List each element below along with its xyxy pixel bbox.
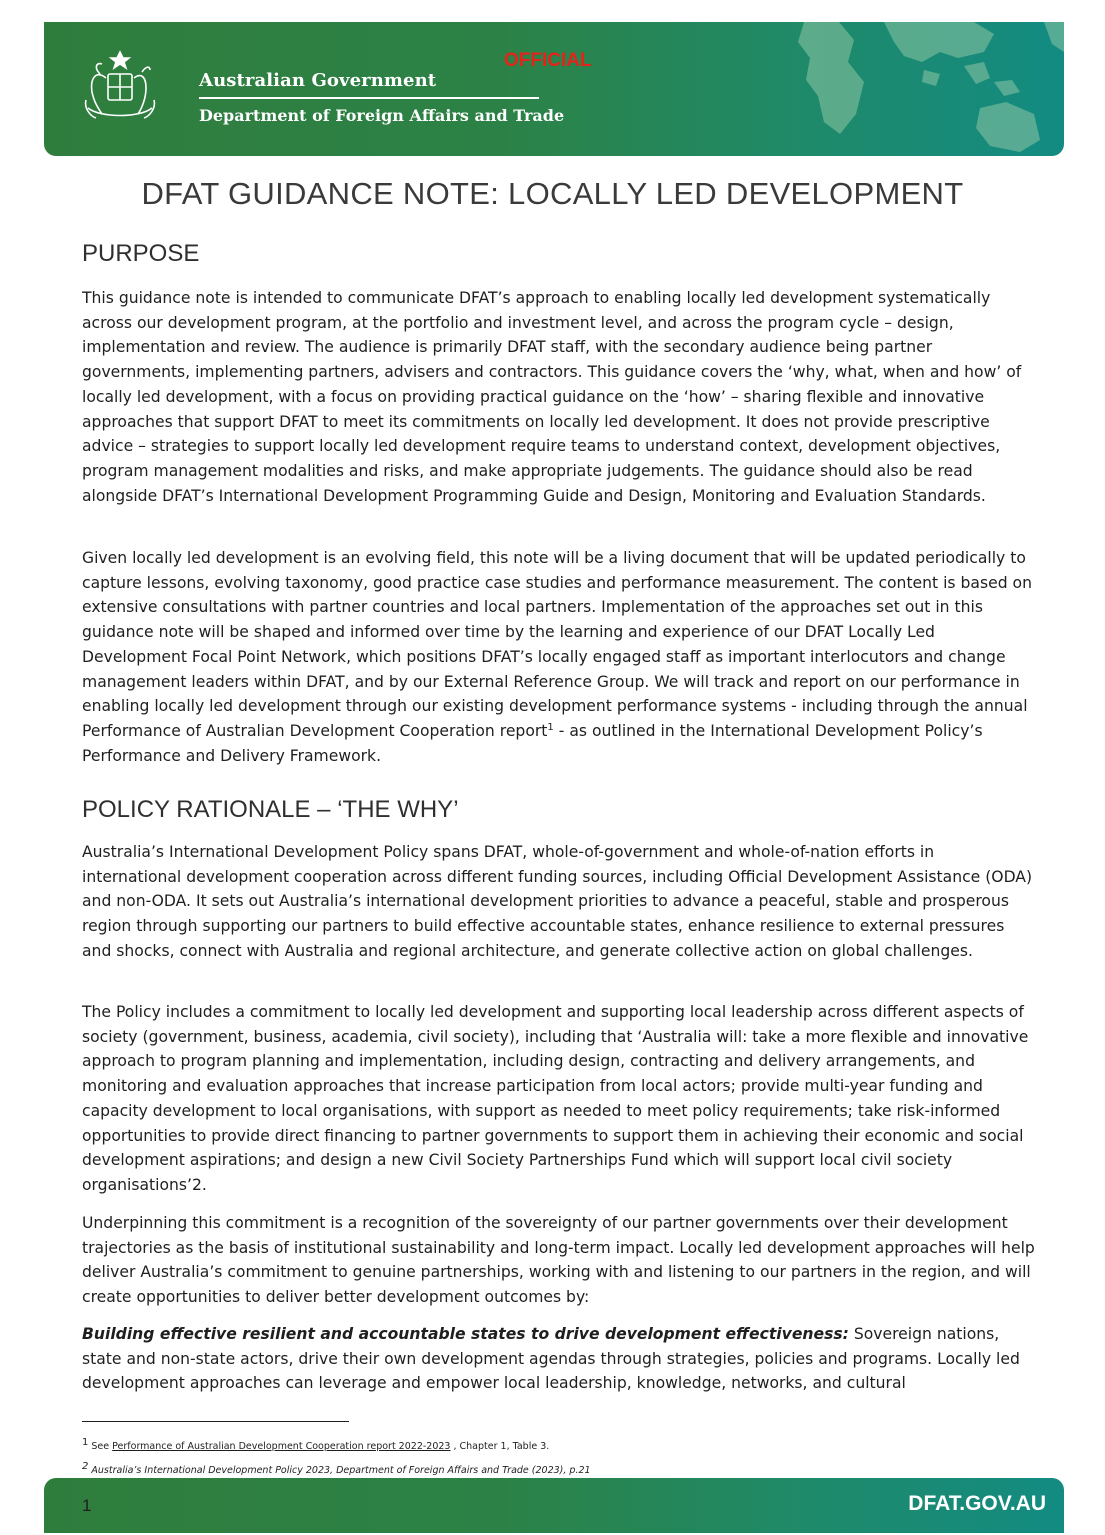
section-heading-rationale: POLICY RATIONALE – ‘THE WHY’ (82, 796, 459, 823)
purpose-paragraph-2-text: Given locally led development is an evolving field, this note will be a living document that will be updated periodically to capture lessons, evolving taxonomy, good practice case studies and performance measurement. The content is based on extensive consultations with partner countries and local partners. Implementation of the approaches set out in this guidance note will be shaped and informed over time by the learning and experience of our DFAT Locally Led Development Focal Point Network, which positions DFAT’s locally engaged staff as important interlocutors and change management leaders within DFAT, and by our External Reference Group. We will track and report on our performance in enabling locally led development through our existing development performance systems - including through the annual Performance of Australian Development Cooperation report (82, 549, 1032, 740)
coat-of-arms-icon (80, 48, 160, 126)
site-link[interactable]: DFAT.GOV.AU (908, 1492, 1046, 1515)
footnote-1-prefix: See (88, 1441, 113, 1452)
purpose-paragraph-2-tail: - as outlined in the International Development Policy’s Performance and Delivery Framework. (82, 721, 983, 765)
rationale-paragraph-3: Underpinning this commitment is a recognition of the sovereignty of our partner governments over their development trajectories as the basis of institutional sustainability and long-term impact. Locally led development approaches will help deliver Australia’s commitment to genuine partnerships, working with and listening to our partners in the region, and will create opportunities to deliver better development outcomes by: (82, 1214, 1035, 1307)
rationale-lead-phrase: Building effective resilient and accountable states to drive development effectiveness: (82, 1325, 849, 1343)
world-map-icon (744, 22, 1064, 156)
rationale-paragraph-4-text: Sovereign nations, state and non-state actors, drive their own development agendas through strategies, policies and programs. Locally led development approaches can leverage and empower local leadership, knowledge, networks, and cultural (82, 1325, 1020, 1393)
footnote-2-number: 2 (82, 1460, 89, 1472)
purpose-paragraph-2 (82, 546, 1037, 768)
rationale-paragraph-1: Australia’s International Development Policy spans DFAT, whole-of-government and whole-of-nation efforts in international development cooperation across different funding sources, including Official Development Assistance (ODA) and non-ODA. It sets out Australia’s international development priorities to advance a peaceful, stable and prosperous region through supporting our partners to build effective accountable states, enhance resilience to external pressures and shocks, connect with Australia and regional architecture, and generate collective action on global challenges. (82, 843, 1033, 960)
header-banner (44, 22, 1064, 156)
rationale-paragraph-2: The Policy includes a commitment to locally led development and supporting local leadership across different aspects of society (government, business, academia, civil society), including that ‘Australia will: take a more flexible and innovative approach to program planning and implementation, including design, contracting and delivery arrangements, and monitoring and evaluation approaches that increase participation from local actors; provide multi-year funding and capacity development to local organisations, with support as needed to meet policy requirements; take risk-informed opportunities to provide direct financing to partner governments to support them in achieving their economic and social development aspirations; and design a new Civil Society Partnerships Fund which will support local civil society organisations’2. (82, 1003, 1029, 1194)
footnote-ref-1[interactable]: 1 (547, 721, 554, 733)
footnote-divider (82, 1421, 349, 1422)
footnote-1-suffix: , Chapter 1, Table 3. (450, 1441, 550, 1452)
page-number: 1 (82, 1496, 92, 1515)
gov-title: Australian Government (199, 70, 437, 91)
footnote-1-number: 1 (82, 1436, 89, 1448)
header-divider (199, 97, 539, 99)
footer-banner (44, 1478, 1064, 1533)
page-title: DFAT GUIDANCE NOTE: LOCALLY LED DEVELOPMENT (141, 176, 964, 211)
dept-title: Department of Foreign Affairs and Trade (199, 106, 565, 125)
footnote-1 (82, 1436, 550, 1452)
section-heading-purpose: PURPOSE (82, 240, 200, 267)
classification-label: OFFICIAL (504, 50, 592, 71)
rationale-paragraph-4 (82, 1322, 1037, 1396)
footnote-2 (82, 1460, 591, 1476)
purpose-paragraph-1: This guidance note is intended to communicate DFAT’s approach to enabling locally led development systematically across our development program, at the portfolio and investment level, and across the program cycle – design, implementation and review. The audience is primarily DFAT staff, with the secondary audience being partner governments, implementing partners, advisers and contractors. This guidance covers the ‘why, what, when and how’ of locally led development, with a focus on providing practical guidance on the ‘how’ – sharing flexible and innovative approaches that support DFAT to meet its commitments on locally led development. It does not provide prescriptive advice – strategies to support locally led development require teams to understand context, development objectives, program management modalities and risks, and make appropriate judgements. The guidance should also be read alongside DFAT’s International Development Programming Guide and Design, Monitoring and Evaluation Standards. (82, 289, 1022, 505)
footnote-1-link[interactable]: Performance of Australian Development Cooperation report 2022-2023 (112, 1441, 451, 1452)
footnote-2-text: Australia’s International Development Policy 2023, Department of Foreign Affairs and Trade (2023), p.21 (88, 1465, 591, 1476)
